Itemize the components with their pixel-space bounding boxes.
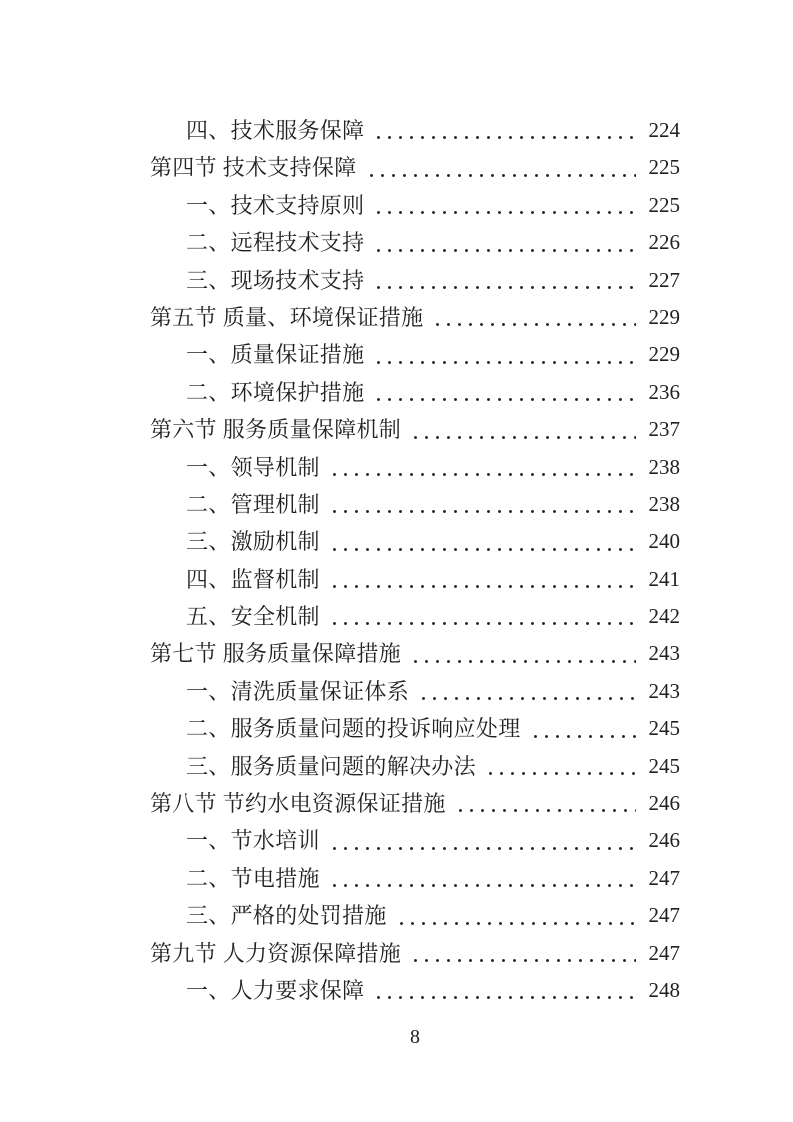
- toc-entry: [150, 224, 680, 261]
- toc-entry: [150, 449, 680, 486]
- toc-entry-page-number: 241: [648, 566, 680, 591]
- toc-entry: [150, 748, 680, 785]
- toc-dot-leader: [408, 635, 636, 672]
- toc-dot-leader: [371, 972, 636, 1009]
- toc-entry-page-number: 243: [648, 641, 680, 666]
- toc-entry-title: 第六节 服务质量保障机制: [150, 417, 402, 443]
- table-of-contents: [150, 112, 680, 1009]
- toc-entry-page-number: 238: [648, 491, 680, 516]
- toc-entry: [150, 710, 680, 747]
- toc-dot-leader: [430, 299, 636, 336]
- toc-entry-page-number: 238: [648, 454, 680, 479]
- toc-entry: [150, 299, 680, 336]
- toc-entry: [150, 149, 680, 186]
- toc-entry-page-number: 225: [648, 155, 680, 180]
- toc-entry-page-number: 229: [648, 304, 680, 329]
- toc-entry-title: 一、清洗质量保证体系: [186, 678, 410, 704]
- toc-entry: [150, 486, 680, 523]
- toc-entry-page-number: 237: [648, 417, 680, 442]
- toc-entry: [150, 336, 680, 373]
- toc-dot-leader: [416, 673, 636, 710]
- toc-entry-page-number: 240: [648, 529, 680, 554]
- toc-entry-title: 二、环境保护措施: [186, 379, 365, 405]
- toc-entry-title: 二、节电措施: [186, 865, 320, 891]
- toc-entry: [150, 935, 680, 972]
- toc-dot-leader: [371, 262, 636, 299]
- toc-entry: [150, 598, 680, 635]
- toc-dot-leader: [371, 374, 636, 411]
- toc-dot-leader: [327, 822, 636, 859]
- toc-entry-title: 三、严格的处罚措施: [186, 903, 387, 929]
- toc-dot-leader: [371, 112, 636, 149]
- toc-entry-title: 三、服务质量问题的解决办法: [186, 753, 476, 779]
- toc-dot-leader: [453, 785, 636, 822]
- toc-entry-title: 第九节 人力资源保障措施: [150, 940, 402, 966]
- toc-entry: [150, 112, 680, 149]
- toc-entry-title: 三、现场技术支持: [186, 267, 365, 293]
- toc-dot-leader: [483, 748, 636, 785]
- toc-entry-title: 二、服务质量问题的投诉响应处理: [186, 716, 521, 742]
- toc-entry-title: 一、领导机制: [186, 454, 320, 480]
- toc-entry-title: 四、技术服务保障: [186, 118, 365, 143]
- toc-entry-title: 一、节水培训: [186, 828, 320, 854]
- toc-entry: [150, 411, 680, 448]
- toc-entry: [150, 374, 680, 411]
- toc-entry: [150, 523, 680, 560]
- toc-dot-leader: [371, 187, 636, 224]
- toc-dot-leader: [327, 449, 636, 486]
- toc-entry-page-number: 224: [648, 118, 680, 142]
- toc-entry-title: 一、质量保证措施: [186, 342, 365, 368]
- toc-entry-title: 二、管理机制: [186, 491, 320, 517]
- toc-dot-leader: [528, 710, 636, 747]
- toc-entry: [150, 972, 680, 1009]
- toc-entry-title: 第五节 质量、环境保证措施: [150, 304, 424, 330]
- toc-entry-page-number: 246: [648, 791, 680, 816]
- toc-dot-leader: [371, 224, 636, 261]
- toc-entry-page-number: 226: [648, 230, 680, 255]
- toc-entry: [150, 673, 680, 710]
- toc-dot-leader: [364, 149, 636, 186]
- page-number: 8: [410, 1026, 420, 1048]
- toc-entry-page-number: 247: [648, 903, 680, 928]
- toc-entry: [150, 561, 680, 598]
- toc-entry-title: 第七节 服务质量保障措施: [150, 641, 402, 667]
- toc-entry: [150, 822, 680, 859]
- toc-entry-page-number: 243: [648, 678, 680, 703]
- toc-entry-title: 四、监督机制: [186, 566, 320, 592]
- toc-entry-title: 第八节 节约水电资源保证措施: [150, 791, 446, 817]
- toc-entry-title: 三、激励机制: [186, 529, 320, 555]
- toc-entry-page-number: 247: [648, 865, 680, 890]
- toc-entry: [150, 860, 680, 897]
- toc-entry-page-number: 245: [648, 753, 680, 778]
- toc-dot-leader: [371, 336, 636, 373]
- toc-entry-title: 第四节 技术支持保障: [150, 155, 357, 181]
- toc-entry-page-number: 247: [648, 940, 680, 965]
- toc-dot-leader: [327, 486, 636, 523]
- toc-entry-page-number: 229: [648, 342, 680, 367]
- toc-entry-page-number: 246: [648, 828, 680, 853]
- toc-entry-page-number: 236: [648, 379, 680, 404]
- toc-entry-title: 一、技术支持原则: [186, 192, 365, 218]
- toc-entry-page-number: 242: [648, 604, 680, 629]
- toc-entry-title: 二、远程技术支持: [186, 230, 365, 256]
- toc-entry: [150, 262, 680, 299]
- toc-entry: [150, 897, 680, 934]
- toc-entry: [150, 187, 680, 224]
- toc-dot-leader: [327, 598, 636, 635]
- toc-entry-title: 一、人力要求保障: [186, 977, 365, 1003]
- toc-entry-page-number: 245: [648, 716, 680, 741]
- toc-entry-page-number: 227: [648, 267, 680, 292]
- toc-dot-leader: [327, 860, 636, 897]
- toc-entry: [150, 635, 680, 672]
- toc-dot-leader: [408, 411, 636, 448]
- toc-entry: [150, 785, 680, 822]
- toc-entry-page-number: 225: [648, 192, 680, 217]
- toc-dot-leader: [408, 935, 636, 972]
- toc-entry-page-number: 248: [648, 977, 680, 1002]
- toc-dot-leader: [394, 897, 636, 934]
- toc-entry-title: 五、安全机制: [186, 604, 320, 630]
- toc-dot-leader: [327, 523, 636, 560]
- toc-dot-leader: [327, 561, 636, 598]
